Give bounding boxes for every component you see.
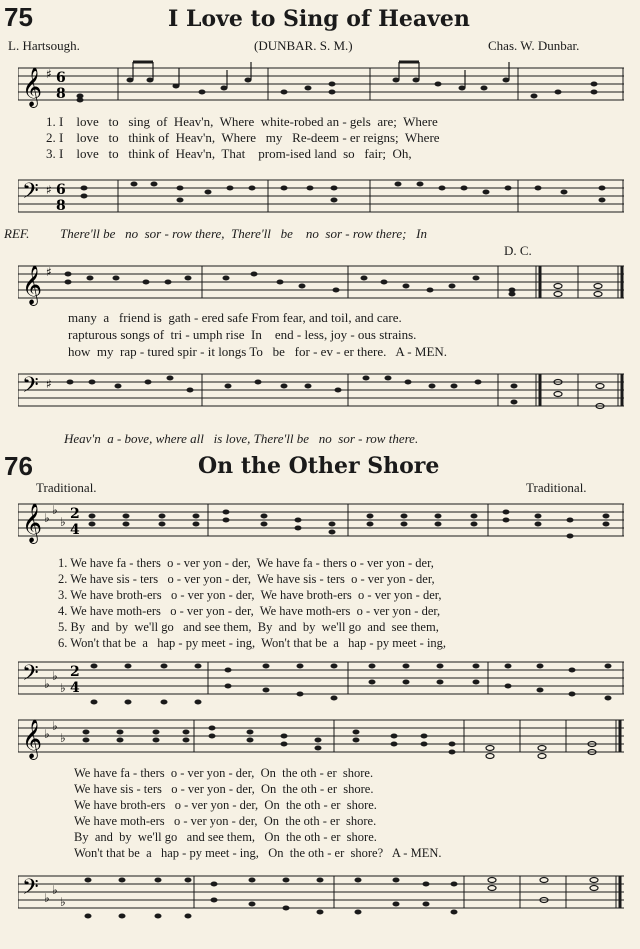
- verse-2-line-2: We have sis - ters o - ver yon - der, On the oth - er shore.: [74, 782, 374, 796]
- lyricist: L. Hartsough.: [8, 38, 80, 53]
- hymn-number: 76: [4, 451, 33, 481]
- verse-1-line-2: We have fa - thers o - ver yon - der, On the oth - er shore.: [74, 766, 374, 780]
- svg-text:♯: ♯: [46, 377, 52, 391]
- verse-3-line-2: how my rap - tured spir - it longs To be for - ev - er there. A - MEN.: [68, 344, 448, 359]
- da-capo-mark: D. C.: [504, 243, 532, 258]
- svg-text:𝄞: 𝄞: [22, 265, 43, 305]
- verse-5-line-1: 5. By and by we'll go and see them, By and by we'll go and see them,: [58, 620, 439, 634]
- verse-4-line-1: 4. We have moth-ers o - ver yon - der, We have moth-ers o - ver yon - der,: [58, 604, 441, 618]
- verse-3-line-1: 3. We have broth-ers o - ver yon - der, We have broth-ers o - ver yon - der,: [58, 588, 442, 602]
- hymn-title: I Love to Sing of Heaven: [168, 6, 470, 32]
- svg-text:♯: ♯: [46, 183, 52, 197]
- hymn-title: On the Other Shore: [198, 453, 440, 479]
- verse-3-line-2: We have broth-ers o - ver yon - der, On the oth - er shore.: [74, 798, 377, 812]
- svg-text:𝄢: 𝄢: [22, 179, 39, 209]
- svg-text:♭: ♭: [52, 883, 58, 897]
- composer: Chas. W. Dunbar.: [488, 38, 580, 53]
- treble-staff: [18, 710, 624, 768]
- svg-text:♯: ♯: [46, 67, 52, 81]
- svg-text:8: 8: [56, 86, 66, 102]
- tune-name: (DUNBAR. S. M.): [254, 38, 353, 53]
- svg-text:♭: ♭: [60, 895, 66, 909]
- verse-3-line-1: 3. I love to think of Heav'n, That prom-ised land so fair; Oh,: [46, 146, 412, 161]
- svg-text:4: 4: [70, 522, 80, 538]
- treble-staff: [18, 58, 624, 108]
- verse-1-line-2: many a friend is gath - ered safe From fear, and toil, and care.: [68, 310, 402, 325]
- lyricist: Traditional.: [36, 480, 97, 495]
- svg-text:8: 8: [56, 198, 66, 214]
- svg-text:𝄢: 𝄢: [22, 373, 39, 403]
- bass-staff: [18, 364, 624, 418]
- svg-text:𝄢: 𝄢: [22, 875, 39, 905]
- verse-6-line-2: Won't that be a hap - py meet - ing, On the oth - er shore? A - MEN.: [74, 846, 442, 860]
- verse-2-line-2: rapturous songs of tri - umph rise In end - less, joy - ous strains.: [68, 327, 417, 342]
- verse-4-line-2: We have moth-ers o - ver yon - der, On the oth - er shore.: [74, 814, 377, 828]
- svg-text:4: 4: [70, 680, 80, 696]
- svg-text:♭: ♭: [52, 503, 58, 517]
- bass-staff: [18, 866, 624, 946]
- treble-staff: [18, 494, 624, 552]
- svg-text:♭: ♭: [52, 669, 58, 683]
- svg-text:𝄢: 𝄢: [22, 661, 39, 691]
- svg-text:𝄞: 𝄞: [22, 503, 43, 543]
- svg-text:♭: ♭: [60, 731, 66, 745]
- svg-text:♭: ♭: [44, 891, 50, 905]
- svg-text:♭: ♭: [60, 515, 66, 529]
- svg-text:6: 6: [56, 182, 66, 198]
- bass-staff: [18, 652, 624, 710]
- verse-2-line-1: 2. I love to think of Heav'n, Where my Re-deem - er reigns; Where: [46, 130, 440, 145]
- composer: Traditional.: [526, 480, 587, 495]
- svg-text:6: 6: [56, 70, 66, 86]
- treble-staff: [18, 256, 624, 306]
- refrain-label: REF.: [4, 226, 30, 241]
- refrain-line-1: There'll be no sor - row there, There'll be no sor - row there; In: [60, 226, 427, 241]
- verse-5-line-2: By and by we'll go and see them, On the oth - er shore.: [74, 830, 377, 844]
- verse-1-line-1: 1. I love to sing of Heav'n, Where white-robed an - gels are; Where: [46, 114, 438, 129]
- svg-text:2: 2: [70, 664, 80, 680]
- svg-text:♭: ♭: [44, 677, 50, 691]
- refrain-line-2: Heav'n a - bove, where all is love, There'll be no sor - row there.: [64, 431, 419, 446]
- verse-1-line-1: 1. We have fa - thers o - ver yon - der, We have fa - thers o - ver yon - der,: [58, 556, 434, 570]
- verse-2-line-1: 2. We have sis - ters o - ver yon - der, We have sis - ters o - ver yon - der,: [58, 572, 435, 586]
- svg-text:♭: ♭: [52, 719, 58, 733]
- svg-text:2: 2: [70, 506, 80, 522]
- bass-staff: [18, 170, 624, 220]
- svg-text:♭: ♭: [60, 681, 66, 695]
- svg-text:𝄞: 𝄞: [22, 719, 43, 759]
- svg-text:♯: ♯: [46, 265, 52, 279]
- svg-text:♭: ♭: [44, 511, 50, 525]
- verse-6-line-1: 6. Won't that be a hap - py meet - ing, Won't that be a hap - py meet - ing,: [58, 636, 447, 650]
- svg-text:♭: ♭: [44, 727, 50, 741]
- svg-text:𝄞: 𝄞: [22, 67, 43, 107]
- hymn-number: 75: [4, 2, 33, 32]
